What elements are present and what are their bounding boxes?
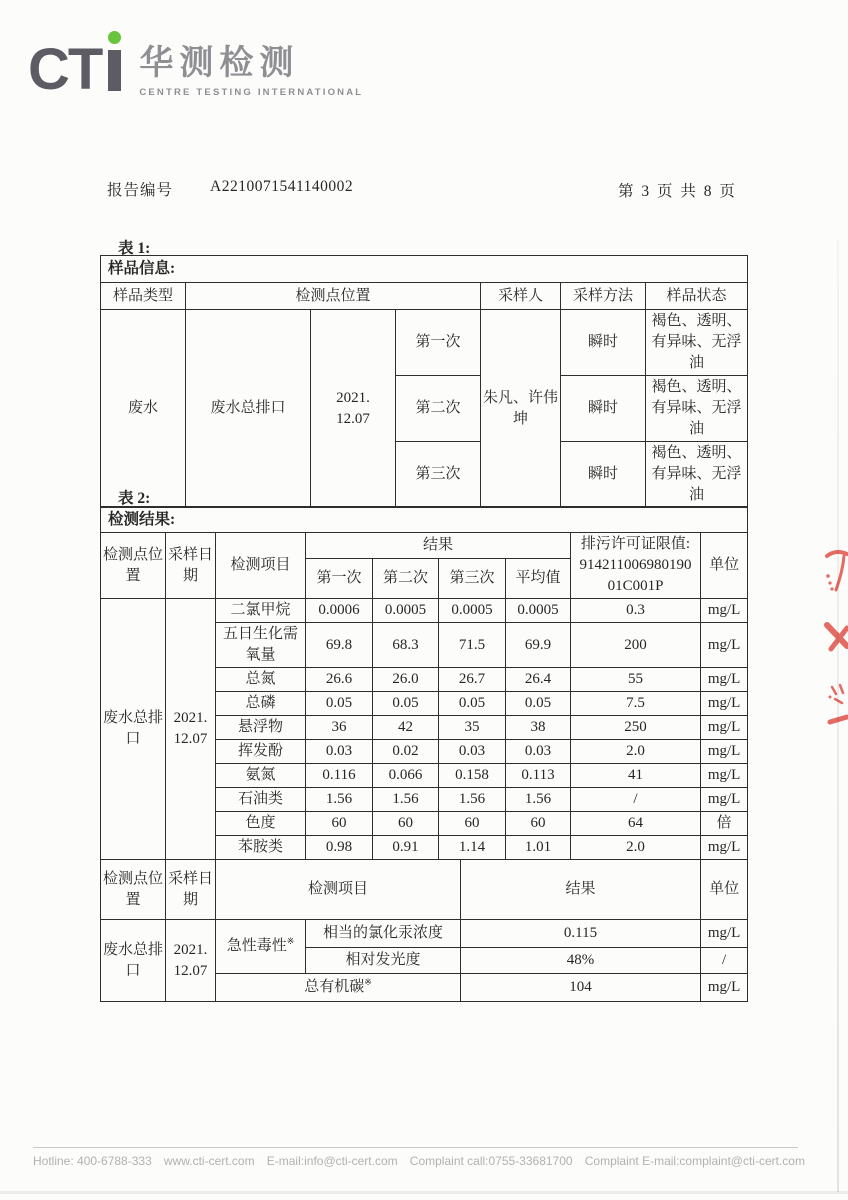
footer-complaint-email: Complaint E-mail:complaint@cti-cert.com <box>584 1154 805 1168</box>
cell-run3: 1.14 <box>439 836 506 860</box>
cell-run1: 0.98 <box>306 836 373 860</box>
cell-location: 废水总排口 <box>101 920 166 1002</box>
footer-website: www.cti-cert.com <box>163 1154 255 1168</box>
cell-run1: 0.0006 <box>306 599 373 623</box>
scan-bottom-edge <box>0 1191 848 1194</box>
cell-run3: 26.7 <box>439 668 506 692</box>
cell-limit: 64 <box>571 812 701 836</box>
footer <box>33 1154 805 1168</box>
cell-unit: mg/L <box>701 740 748 764</box>
col-unit: 单位 <box>701 860 748 920</box>
toc-item-label: 总有机碳 <box>304 979 365 995</box>
cell-status: 褐色、透明、有异味、无浮油 <box>646 442 748 508</box>
col-location: 检测点位置 <box>101 860 166 920</box>
cell-status: 褐色、透明、有异味、无浮油 <box>646 310 748 376</box>
cell-run3: 60 <box>439 812 506 836</box>
footnote-mark: ※ <box>364 977 372 987</box>
cell-unit: mg/L <box>701 836 748 860</box>
table-row <box>101 310 748 376</box>
cell-limit: 2.0 <box>571 836 701 860</box>
table1-header-row <box>101 283 748 310</box>
col-status: 样品状态 <box>646 283 748 310</box>
cell-limit: 250 <box>571 716 701 740</box>
cell-item: 悬浮物 <box>216 716 306 740</box>
cell-date <box>311 310 396 508</box>
limit-code-line1: 914211006980190 <box>579 557 692 573</box>
col-permit-limit <box>571 533 701 599</box>
report-no-value: A2210071541140002 <box>210 178 354 195</box>
cell-date <box>166 599 216 860</box>
scan-edge-line <box>837 240 839 1192</box>
cell-average: 0.0005 <box>506 599 571 623</box>
col-item: 检测项目 <box>216 860 461 920</box>
cell-run3: 35 <box>439 716 506 740</box>
col-item: 检测项目 <box>216 533 306 599</box>
logo-green-dot-icon <box>108 31 121 44</box>
cell-sampler: 朱凡、许伟坤 <box>481 310 561 508</box>
cell-run2: 0.05 <box>373 692 439 716</box>
cell-date <box>166 920 216 1002</box>
cell-item: 总磷 <box>216 692 306 716</box>
col-run2: 第二次 <box>373 559 439 599</box>
cell-item: 五日生化需氧量 <box>216 623 306 668</box>
page-indicator: 第 3 页 共 8 页 <box>618 183 737 200</box>
cell-limit: 41 <box>571 764 701 788</box>
cell-unit: mg/L <box>701 599 748 623</box>
cell-run2: 0.066 <box>373 764 439 788</box>
table2-section2-header <box>101 860 748 920</box>
cell-item: 总氮 <box>216 668 306 692</box>
cell-run1: 0.03 <box>306 740 373 764</box>
cell-item: 石油类 <box>216 788 306 812</box>
cell-seq: 第一次 <box>396 310 481 376</box>
cell-unit: mg/L <box>701 692 748 716</box>
cell-average: 1.01 <box>506 836 571 860</box>
col-result: 结果 <box>461 860 701 920</box>
cell-limit: 2.0 <box>571 740 701 764</box>
col-date: 采样日期 <box>166 533 216 599</box>
cell-average: 0.05 <box>506 692 571 716</box>
cell-sub-item: 相对发光度 <box>306 948 461 974</box>
cell-item: 苯胺类 <box>216 836 306 860</box>
date-line1: 2021. <box>173 941 208 958</box>
cell-average: 1.56 <box>506 788 571 812</box>
cell-run1: 60 <box>306 812 373 836</box>
cell-run1: 26.6 <box>306 668 373 692</box>
cell-unit: mg/L <box>701 668 748 692</box>
date-line1: 2021. <box>336 389 370 406</box>
cti-i-bar <box>108 50 121 91</box>
col-location: 检测点位置 <box>186 283 481 310</box>
cell-method: 瞬时 <box>561 442 646 508</box>
table-row <box>101 599 748 623</box>
cell-seq: 第二次 <box>396 376 481 442</box>
col-average: 平均值 <box>506 559 571 599</box>
sample-info-table <box>100 255 748 508</box>
footer-email: E-mail:info@cti-cert.com <box>266 1154 398 1168</box>
cti-wordmark <box>28 30 121 102</box>
col-sampler: 采样人 <box>481 283 561 310</box>
cell-toc-item <box>216 974 461 1002</box>
col-date: 采样日期 <box>166 860 216 920</box>
cell-sub-item: 相当的氯化汞浓度 <box>306 920 461 948</box>
col-run1: 第一次 <box>306 559 373 599</box>
cell-run1: 1.56 <box>306 788 373 812</box>
cell-limit: 200 <box>571 623 701 668</box>
col-method: 采样方法 <box>561 283 646 310</box>
cell-result: 0.115 <box>461 920 701 948</box>
cell-result: 48% <box>461 948 701 974</box>
brand-name-english: CENTRE TESTING INTERNATIONAL <box>139 87 364 98</box>
cell-seq: 第三次 <box>396 442 481 508</box>
table1-caption: 表 1: <box>118 240 151 257</box>
cell-run2: 42 <box>373 716 439 740</box>
cell-average: 0.03 <box>506 740 571 764</box>
cell-location: 废水总排口 <box>101 599 166 860</box>
cell-run2: 1.56 <box>373 788 439 812</box>
cell-run3: 0.05 <box>439 692 506 716</box>
cell-method: 瞬时 <box>561 310 646 376</box>
cell-run1: 36 <box>306 716 373 740</box>
cell-item: 色度 <box>216 812 306 836</box>
cell-run3: 0.03 <box>439 740 506 764</box>
cell-item: 挥发酚 <box>216 740 306 764</box>
cell-unit: mg/L <box>701 716 748 740</box>
cell-unit: 倍 <box>701 812 748 836</box>
date-line2: 12.07 <box>336 410 370 427</box>
cell-run2: 60 <box>373 812 439 836</box>
footer-hotline: Hotline: 400-6788-333 <box>33 1154 152 1168</box>
red-stamp-marks <box>822 545 848 745</box>
cell-group-item <box>216 920 306 974</box>
date-line1: 2021. <box>173 710 208 726</box>
cell-average: 38 <box>506 716 571 740</box>
table2-header-row1 <box>101 533 748 559</box>
cell-item: 二氯甲烷 <box>216 599 306 623</box>
cell-item: 氨氮 <box>216 764 306 788</box>
cell-limit: 55 <box>571 668 701 692</box>
cell-average: 60 <box>506 812 571 836</box>
cell-unit: mg/L <box>701 920 748 948</box>
date-line2: 12.07 <box>173 731 208 747</box>
col-unit: 单位 <box>701 533 748 599</box>
cell-location: 废水总排口 <box>186 310 311 508</box>
cell-limit: 0.3 <box>571 599 701 623</box>
cell-run3: 1.56 <box>439 788 506 812</box>
cell-method: 瞬时 <box>561 376 646 442</box>
cell-unit: mg/L <box>701 974 748 1002</box>
cell-run2: 0.02 <box>373 740 439 764</box>
table-row <box>101 920 748 948</box>
table1-title: 样品信息: <box>101 256 748 283</box>
cell-status: 褐色、透明、有异味、无浮油 <box>646 376 748 442</box>
cell-run3: 0.158 <box>439 764 506 788</box>
cell-sample-type: 废水 <box>101 310 186 508</box>
group-item-label: 急性毒性 <box>226 938 287 954</box>
cell-unit: mg/L <box>701 623 748 668</box>
cell-run1: 0.116 <box>306 764 373 788</box>
cell-run1: 69.8 <box>306 623 373 668</box>
cell-average: 26.4 <box>506 668 571 692</box>
limit-label: 排污许可证限值: <box>580 536 691 552</box>
cell-run3: 0.0005 <box>439 599 506 623</box>
date-line2: 12.07 <box>173 962 208 979</box>
cell-limit: / <box>571 788 701 812</box>
brand-name-chinese: 华测检测 <box>139 44 300 82</box>
cell-run3: 71.5 <box>439 623 506 668</box>
cell-run2: 26.0 <box>373 668 439 692</box>
table2-caption: 表 2: <box>118 490 151 507</box>
cti-letters: CT <box>28 36 102 102</box>
cti-logo <box>28 30 364 102</box>
limit-code-line2: 01C001P <box>607 578 664 594</box>
cell-unit: / <box>701 948 748 974</box>
cell-average: 0.113 <box>506 764 571 788</box>
cell-run2: 0.0005 <box>373 599 439 623</box>
brand-block <box>139 30 363 98</box>
cell-run2: 0.91 <box>373 836 439 860</box>
cell-limit: 7.5 <box>571 692 701 716</box>
cell-run1: 0.05 <box>306 692 373 716</box>
test-results-table <box>100 506 748 1002</box>
col-sample-type: 样品类型 <box>101 283 186 310</box>
report-no-label: 报告编号 <box>107 182 174 199</box>
cell-unit: mg/L <box>701 764 748 788</box>
col-run3: 第三次 <box>439 559 506 599</box>
cell-run2: 68.3 <box>373 623 439 668</box>
cell-result: 104 <box>461 974 701 1002</box>
col-result-group: 结果 <box>306 533 571 559</box>
cell-unit: mg/L <box>701 788 748 812</box>
table2-title: 检测结果: <box>101 507 748 533</box>
col-location: 检测点位置 <box>101 533 166 599</box>
footer-complaint-call: Complaint call:0755-33681700 <box>409 1154 573 1168</box>
cell-average: 69.9 <box>506 623 571 668</box>
footnote-mark: ※ <box>286 936 295 946</box>
footer-divider <box>33 1147 798 1148</box>
